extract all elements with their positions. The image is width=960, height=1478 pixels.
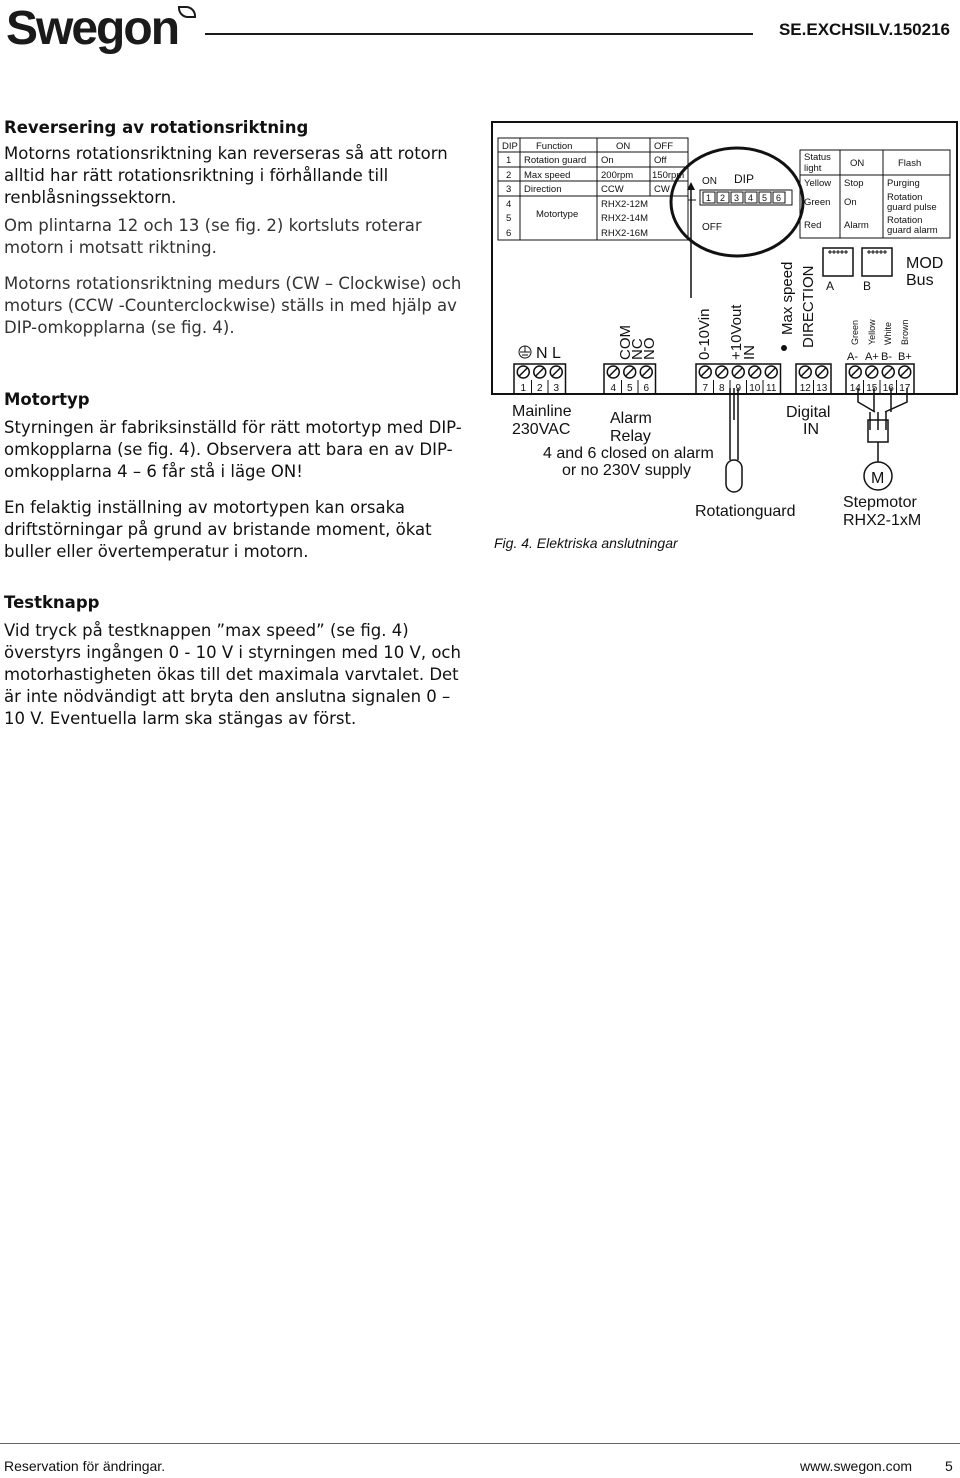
note-digital-in: Digital <box>786 404 831 421</box>
dip-cell: 1 <box>506 155 512 166</box>
wire-color-label: Green <box>850 319 860 345</box>
paragraph: Styrningen är fabriksinställd för rätt motortyp med DIP-omkopplarna (se fig. 4). Observera att bara en av DIP-omkopplarna 4 – 6 får stå i läge ON! <box>4 418 462 481</box>
dip-header: DIP <box>502 141 518 152</box>
status-cell: On <box>844 197 857 208</box>
paragraph: Motorns rotationsriktning medurs (CW – Clockwise) och moturs (CCW -Counterclockwise) ställs in med hjälp av DIP-omkopplarna (se fig. 4). <box>4 274 462 337</box>
dip-cell: 200rpm <box>601 170 634 181</box>
wire-color-label: White <box>883 321 893 345</box>
terminal-screw-slot <box>818 368 826 376</box>
terminal-number: 16 <box>882 383 894 394</box>
dip-cell: 2 <box>506 170 512 181</box>
status-cell: guard pulse <box>887 202 937 213</box>
dip-off-label: OFF <box>702 222 722 233</box>
modbus-connectors <box>823 248 943 293</box>
terminal-screw-slot <box>884 368 892 376</box>
connector-label: A <box>826 279 835 293</box>
dip-cell: RHX2-12M <box>601 199 648 210</box>
terminal-screw-slot <box>801 368 809 376</box>
note-alarm: 4 and 6 closed on alarm <box>543 445 714 462</box>
status-light-table <box>800 150 950 238</box>
mod-bus-label: MOD <box>906 255 944 272</box>
dip-cell: 6 <box>506 228 512 239</box>
dip-function-table <box>498 138 688 240</box>
section-testknapp <box>4 593 470 744</box>
status-cell: Stop <box>844 178 864 189</box>
relay-label: NO <box>641 337 658 360</box>
terminal-number: 9 <box>735 383 742 394</box>
note-stepmotor: RHX2-1xM <box>843 512 922 529</box>
note-alarm: or no 230V supply <box>562 462 691 479</box>
dip-cell: Max speed <box>524 170 571 181</box>
document-code: SE.EXCHSILV.150216 <box>778 20 950 39</box>
paragraph: Vid tryck på testknappen ”max speed” (se fig. 4) överstyrs ingången 0 - 10 V i styrningen med 10 V, och motorhastigheten ökas till det maximala varvtalet. Det är inte nödvändigt att bryta den anslutna signalen 0 – 10 V. Eventuella larm ska stängas av först. <box>4 621 461 728</box>
status-cell: Rotation <box>887 192 923 203</box>
header-rule <box>205 33 753 35</box>
terminal-screw-slot <box>609 368 617 376</box>
terminal-number: 8 <box>718 383 725 394</box>
paragraph: En felaktig inställning av motortypen kan orsaka driftstörningar på grund av bristande moment, ökat buller eller övertemperatur i motorn. <box>4 498 432 561</box>
note-stepmotor: Stepmotor <box>843 494 917 511</box>
dip-on-label: ON <box>702 176 717 187</box>
dip-position: 5 <box>762 193 768 203</box>
dip-position: 6 <box>776 193 782 203</box>
pin-label: B+ <box>898 351 912 363</box>
figure-caption: Fig. 4. Elektriska anslutningar <box>494 535 678 551</box>
dip-position: 4 <box>748 193 754 203</box>
terminal-screw-slot <box>701 368 709 376</box>
status-cell: Yellow <box>804 178 832 189</box>
status-cell: Rotation <box>887 215 923 226</box>
status-header: Status <box>804 152 831 163</box>
section-motortyp <box>4 390 464 577</box>
terminal-number: 11 <box>766 383 777 394</box>
terminal-number: 10 <box>749 383 761 394</box>
page-number: 5 <box>945 1458 953 1474</box>
note-alarm-relay: Alarm <box>610 410 652 427</box>
status-cell: Red <box>804 220 822 231</box>
terminal-number: 5 <box>626 383 633 394</box>
analog-label: IN <box>741 345 758 360</box>
terminal-number: 12 <box>799 383 811 394</box>
dip-cell: 4 <box>506 199 512 210</box>
pin-label: B- <box>881 351 892 363</box>
relay-label: COM <box>617 325 634 360</box>
footer-note: Reservation för ändringar. <box>4 1458 166 1474</box>
connector-label: B <box>863 279 872 293</box>
note-rotationguard: Rotationguard <box>695 503 796 520</box>
dip-position: 1 <box>706 193 712 203</box>
dip-cell: CW <box>654 184 670 195</box>
dip-position: 2 <box>720 193 726 203</box>
mod-bus-label: Bus <box>906 272 934 289</box>
paragraph: Om plintarna 12 och 13 (se fig. 2) kortsluts roterar motorn i motsatt riktning. <box>4 216 422 257</box>
terminal-screw-slot <box>536 368 544 376</box>
status-cell: Green <box>804 197 831 208</box>
relay-label: NC <box>629 338 646 360</box>
terminal-function-labels <box>519 262 912 363</box>
terminal-number: 13 <box>816 383 828 394</box>
leaf-icon <box>178 6 196 18</box>
status-cell: Purging <box>887 178 920 189</box>
dip-header: Function <box>536 141 573 152</box>
wiring-diagram <box>490 120 960 560</box>
paragraph: Motorns rotationsriktning kan reverseras så att rotorn alltid har rätt rotationsriktning i förhållande till renblåsningssektorn. <box>4 144 448 207</box>
terminal-number: 2 <box>536 383 543 394</box>
terminal-number: 15 <box>866 383 878 394</box>
terminal-number: 6 <box>643 383 650 394</box>
max-speed-button-icon <box>781 345 787 351</box>
note-mainline: 230VAC <box>512 421 571 438</box>
analog-label: +10Vout <box>728 304 745 360</box>
dip-cell: Rotation guard <box>524 155 587 166</box>
terminal-number: 4 <box>610 383 617 394</box>
terminal-number: 1 <box>520 383 527 394</box>
dip-cell: Off <box>654 155 667 166</box>
wire-color-label: Yellow <box>867 319 877 345</box>
section-heading: Motortyp <box>4 390 90 409</box>
section-heading: Reversering av rotationsriktning <box>4 118 309 137</box>
analog-label: 0-10Vin <box>696 308 713 360</box>
status-header: light <box>804 163 822 174</box>
terminal-number: 3 <box>553 383 560 394</box>
power-label: N L <box>536 345 561 362</box>
status-header: ON <box>850 158 865 169</box>
dip-title: DIP <box>734 172 755 186</box>
terminal-number: 14 <box>849 383 861 394</box>
note-mainline: Mainline <box>512 403 572 420</box>
terminal-screw-slot <box>626 368 634 376</box>
dip-cell: Motortype <box>536 209 579 220</box>
terminal-screw-slot <box>751 368 759 376</box>
terminal-screw-slot <box>718 368 726 376</box>
status-cell: Alarm <box>844 220 869 231</box>
dip-header: ON <box>616 141 631 152</box>
dip-position: 3 <box>734 193 740 203</box>
terminal-screw-slot <box>519 368 527 376</box>
footer-rule <box>0 1443 960 1444</box>
dip-cell: RHX2-14M <box>601 213 648 224</box>
wire-color-label: Brown <box>900 319 910 345</box>
terminal-screw-slot <box>868 368 876 376</box>
diagram-notes <box>512 403 921 529</box>
terminal-screw-slot <box>851 368 859 376</box>
section-reversering <box>4 118 466 353</box>
terminal-number: 17 <box>899 383 911 394</box>
swegon-logo: Swegon <box>6 2 179 55</box>
terminal-screw-slot <box>642 368 650 376</box>
terminal-screw-slot <box>734 368 742 376</box>
dip-header: OFF <box>654 141 673 152</box>
terminal-screw-slot <box>767 368 775 376</box>
digital-label: DIRECTION <box>800 265 817 348</box>
motor-symbol: M <box>871 470 885 487</box>
pin-label: A+ <box>865 351 879 363</box>
pin-label: A- <box>847 351 858 363</box>
footer-url[interactable]: www.swegon.com <box>800 1458 913 1474</box>
dip-cell: Direction <box>524 184 562 195</box>
terminal-screw-slot <box>552 368 560 376</box>
note-alarm-relay: Relay <box>610 428 651 445</box>
dip-cell: 150rpm <box>652 170 685 181</box>
status-header: Flash <box>898 158 922 169</box>
status-cell: guard alarm <box>887 225 938 236</box>
dip-cell: CCW <box>601 184 624 195</box>
section-heading: Testknapp <box>4 593 100 612</box>
terminal-blocks <box>514 364 914 394</box>
dip-cell: RHX2-16M <box>601 228 648 239</box>
note-digital-in: IN <box>803 421 819 438</box>
digital-label: Max speed <box>779 261 796 335</box>
dip-cell: 3 <box>506 184 512 195</box>
terminal-number: 7 <box>702 383 709 394</box>
dip-cell: On <box>601 155 614 166</box>
terminal-screw-slot <box>901 368 909 376</box>
dip-cell: 5 <box>506 213 512 224</box>
